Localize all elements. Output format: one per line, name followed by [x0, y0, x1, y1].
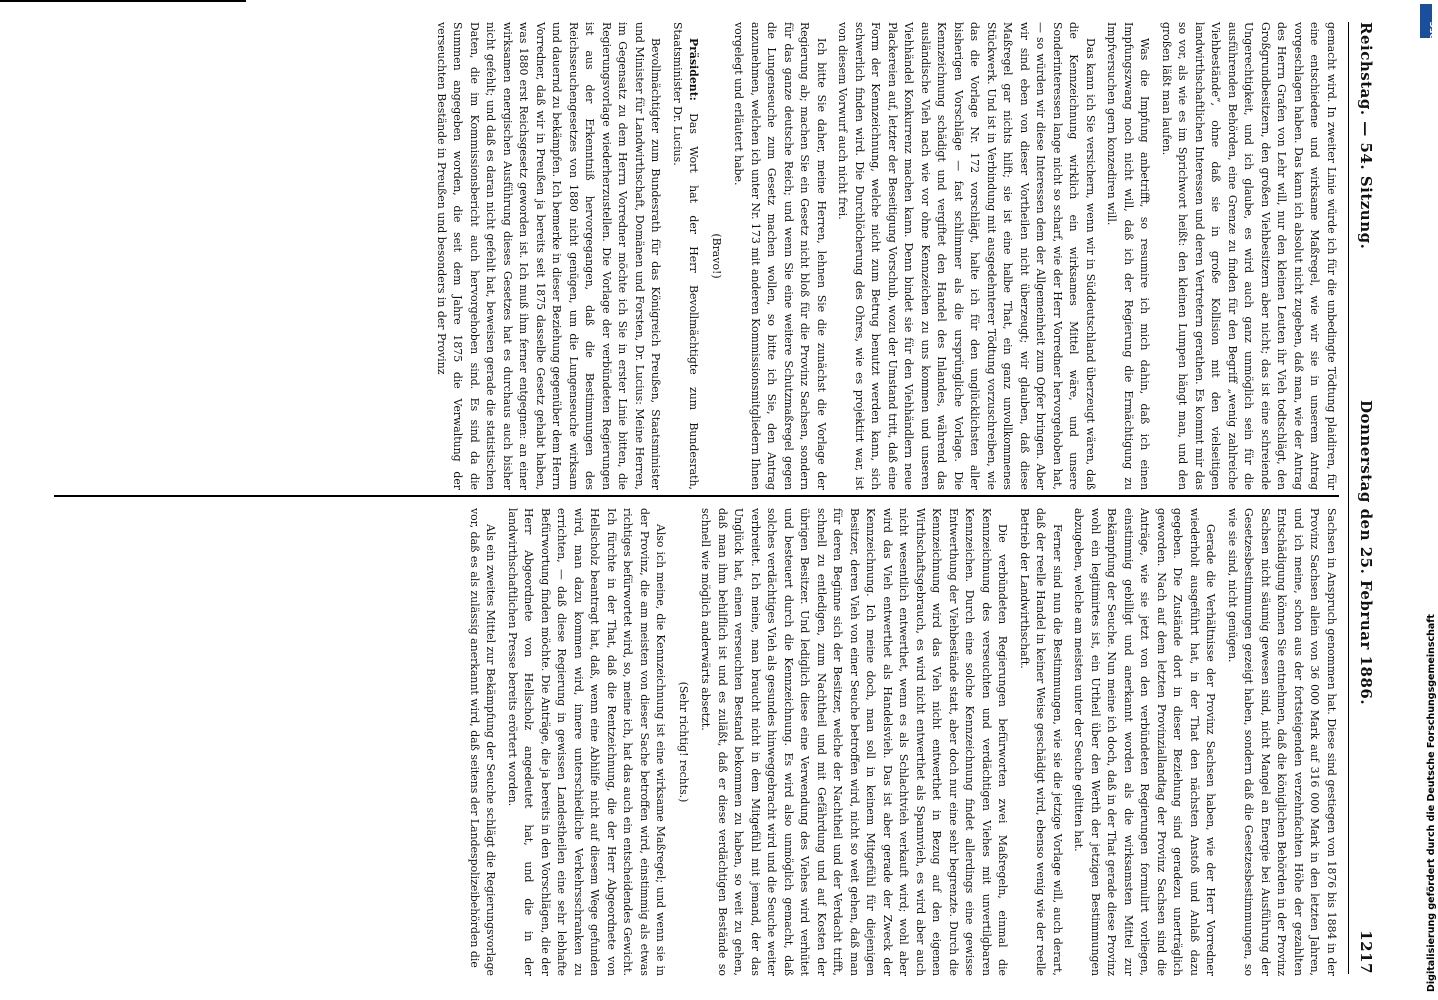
president-statement [669, 22, 702, 490]
paragraph: Als ein zweites Mittel zur Bekämpfung der Seuche schlägt die Regierungsvorlage vor, daß es als zulässig anerkannt wird, daß seitens der Landespolizeibehörden die [468, 508, 498, 976]
running-header [1341, 0, 1381, 1000]
dfg-logo-text: DFG [1429, 21, 1438, 40]
paragraph: Das kann ich Sie versichern, wenn wir in Süddeutschland überzeugt wären, daß die Kennzeichnung wirklich ein wirksames Mittel wäre, und unsere Sonderinteressen lange nicht so scharf, wie der Herr Vorredner hervorgehoben hat, — so würden wir diese Interessen dem der Allgemeinheit zum Opfer bringen. Aber wir sind eben von dieser Vortheilen nicht überzeugt; wir glauben, daß diese Maßregel gar nichts hilft; sie ist eine halbe That, ein ganz unvollkommenes Stückwerk. Und ist in Verbindung mit ausgedehnterer Tödtung vorzuschreiben, wie das die Vorlage Nr. 172 vorschlägt, halte ich für den unglücklichsten aller bisherigen Vorschläge — fast schlimmer als die ursprüngliche Vorlage. Die Kennzeichnung schädigt und vergiftet den Handel des Inlandes, während das ausländische Vieh nach wie vor ohne Kennzeichen zu uns kommen und unseren Viehhändel Konkurrenz machen kann. Denn bindet sie für den Viehhändlern neue Plackereien auf, letzter der Beseitigung Vorschub, wozu der Umstand tritt, daß eine Form der Kennzeichnung, welche nicht zum Betrug benutzt werden kann, sich schwerlich finden wird. Die Durchlöcherung des Ohres, wie es projektirt war, ist von diesem Vorwurf auch nicht frei. [836, 22, 1097, 490]
header-date: Donnerstag den 25. Februar 1886. [1357, 400, 1375, 706]
paragraph: Bevollmächtigter zum Bundesrath für das Königreich Preußen, Staatsminister und Minister für Landwirthschaft, Domänen und Forsten, Dr. Lucius: Meine Herren, im Gegensatz zu dem Herrn Vorredner möchte ich Sie in erster Linie bitten, die Regierungsvorlage wiederherzustellen. Die Vorlage der verbündeten Regierungen ist aus der Erkenntniß hervorgegangen, daß die Bestimmungen des Reichsseuchengesetzes von 1880 nicht genügen, um die Lungenseuche wirksam und dauernd zu bekämpfen. Ich bemerke in dieser Beziehung gegenüber dem Herrn Vorredner, daß wir in Preußen ja bereits seit 1875 dasselbe Gesetz gehabt haben, was 1880 erst Reichsgesetz geworden ist. Ich muß ihm ferner entgegnen: an einer wirksamen energischen Ausführung dieses Gesetzes hat es durchaus auch bisher nicht gefehlt; und daß es daran nicht gefehlt hat, beweisen gerade die statistischen Daten, die im Kommissionsbericht auch hervorgehoben sind. Es sind da die Summen angegeben worden, die seit dem Jahre 1875 die Verwaltung der verseuchten Bestände in Preußen und besonders in der Provinz [435, 22, 663, 490]
speaker-text: Das Wort hat der Herr Bevollmächtigte zum Bundesrath, Staatsminister Dr. Lucius. [671, 22, 701, 490]
left-column [54, 22, 1339, 490]
paragraph: Die verbündeten Regierungen befürworten zwei Maßregeln, einmal die Kennzeichnung des verseuchten und verdächtigen Viehes mit unvertilgbaren Kennzeichen. Durch eine solche Kennzeichnung findet allerdings eine gewisse Entwerthung der Viehbestände statt, aber doch nur eine sehr begrenzte. Durch die Kennzeichnung wird das Vieh nicht entwerthet in Bezug auf den eigenen Wirthschaftsgebrauch, es wird nicht entwerthet als Spannvieh, es wird aber auch nicht wesentlich entwerthet, wenn es als Schlachtvieh verkauft wird; wohl aber wird das Vieh entwerthet als Handelsvieh. Das ist aber gerade der Zweck der Kennzeichnung. Ich meine doch, man soll in keinem Mitgefühl für diejenigen Besitzer, deren Vieh von einer Seuche betroffen wird, nicht so weit gehen, daß man für deren Beginne sich der Besitzer, welche der Nachtheil und der Verdacht trifft, schnell zu entledigen, zum Nachtheil und mit Gefährdung und auf Kosten der übrigen Besitzer. Und lediglich diese eine Verwendung des Viehes wird verhütet und besteuert durch die Kennzeichnung. Es wird also unmöglich gemacht, daß solches verdächtiges Vieh als gesundes hinweggebracht wird und die Seuche weiter verbreitet. Ich meine, man braucht nicht in dem Mitgefühl mit jemand, der das Unglück hat, einen verseuchten Bestand bekommen zu haben, so weit zu gehen, daß man ihm behilflich ist und es zuläßt, daß er diese verdächtigen Bestände so schnell wie möglich anderwärts absetzt. [699, 508, 1010, 976]
column-divider [54, 495, 1339, 497]
digitization-watermark [1419, 0, 1438, 1000]
rotated-page-content [41, 0, 1381, 1000]
paragraph: Sachsen in Anspruch genommen hat. Diese sind gestiegen von 1876 bis 1884 in der Provinz Sachsen allein von 36 000 Mark auf 316 000 Mark in den letzten Jahren, und ich meine, schon aus der fortsteigenden verzehnfachten Höhe der gezahlten Entschädigung können Sie entnehmen, daß die königlichen Behörden in der Provinz Sachsen nicht säumig gewesen sind, nicht Mangel an Energie bei Ausführung der Gesetzesbestimmungen gezeigt haben, sondern daß die Gesetzesbestimmungen, so wie sie sind, nicht genügen. [1226, 508, 1338, 976]
paragraph: Gerade die Verhältnisse der Provinz Sachsen haben, wie der Herr Vorredner wiederholt ausgeführt hat, in der That den nächsten Anstoß und Anlaß dazu gegeben. Die Zustände dort in dieser Beziehung sind geradezu unerträglich geworden. Nach auf dem letzten Provinziallandtag der Provinz Sachsen sind die Anträge, wie sie jetzt von den verbündeten Regierungen formulirt vorliegen, einstimmig gebilligt und anerkannt worden als die wirksamsten Mittel zur Bekämpfung der Seuche. Nun meine ich doch, daß in der That gerade diese Provinz wohl ein legitimirtes ist, ein Urtheil über den Werth der jetzigen Bestimmungen abzugeben, welche am meisten unter der Seuche gelitten hat. [1072, 508, 1218, 976]
paragraph: Was die Impfung anbetrifft, so resumire ich mich dahin, daß ich einen Impfungszwang noch nicht will, daß ich der Regierung die Ermächtigung zu Impfversuchen gern konzediren will. [1105, 22, 1152, 490]
right-column [54, 508, 1339, 976]
paragraph: Ferner sind nun die Bestimmungen, wie sie die jetzige Vorlage will, auch derart, daß der reelle Handel in keiner Weise geschädigt wird, ebenso wenig wie der reelle Betrieb der Landwirthschaft. [1018, 508, 1064, 976]
paragraph: Ich bitte Sie daher, meine Herren, lehnen Sie die zunächst die Vorlage der Regierung ab; machen Sie ein Gesetz nicht bloß für die Provinz Sachsen, sondern für das ganze deutsche Reich; und wenn Sie eine weitere Schutzmaßregel gegen die Lungenseuche zum Gesetz machen wollen, so bitte ich Sie, den Antrag anzunehmen, welchen ich unter Nr. 173 mit anderen Kommissionsmitgliedern Ihnen vorgelegt und erläutert habe. [732, 22, 828, 490]
header-rule [1348, 22, 1349, 974]
watermark-text: Digitalisierung gefördert durch die Deutsche Forschungsgemeinschaft [1426, 614, 1437, 992]
dfg-logo [1420, 4, 1438, 40]
page-number: 1217 [1357, 930, 1375, 974]
paragraph: gemacht wird. In zweiter Linie würde ich für die unbedingte Tödtung plaidiren, für eine entschiedene und wirksame Maßregel, wie wir sie in unserem Antrag vorgeschlagen haben. Das kann ich absolut nicht zugeben, daß man, wie der Antrag des Herrn Grafen von Lehr will, nur den kleinen Leuten ihr Vieh todtschlägt, den Großgrundbesitzern, den großen Viehbesitzern aber nicht; das ist eine schreiende Ungerechtigkeit, und ich glaube, es wird auch ganz unmöglich sein für die ausführenden Behörden, eine Grenze zu finden für den Begriff „wenig zahlreiche Viehbestände“, ohne daß sie in große Kollision mit den vielseitigen landwirthschaftlichen Interessen und deren Vertretern gerathen. Es kommt mir das so vor, als wie es im Sprichwort heißt: den kleinen Lumpen hängt man, und den großen läßt man laufen. [1160, 22, 1338, 490]
speaker-label: Präsident: [687, 38, 701, 101]
header-title: Reichstag. — 54. Sitzung. [1357, 22, 1375, 250]
paragraph: Also ich meine, die Kennzeichnung ist eine wirksame Maßregel; und wenn sie in der Provinz, die am meisten von dieser Sache betroffen wird, einstimmig als etwas richtiges befürwortet wird, so, meine ich, hat das auch ein entscheidendes Gewicht. Ich fürchte in der That, daß die Rentzeichnung, die der Herr Abgeordnete von Hellscholz beantragt hat, daß, wenn eine Abhilfe nicht auf diesem Wege gefunden wird, man dazu kommen wird, innere unterschiedliche Verkehrsschranken zu errichten, — daß diese Regierung in gewissen Landestheilen eine sehr lebhafte Befürwortung finden möchte. Die Anträge, die ja bereits in den Vorschlägen, die der Herr Abgeordnete von Hellscholz angedeutet hat, und die in der landwirthschaftlichen Presse bereits erörtert worden. [506, 508, 668, 976]
interjection-bravo: (Bravo!) [710, 233, 723, 279]
interjection-approval: (Sehr richtig! rechts.) [677, 681, 690, 803]
